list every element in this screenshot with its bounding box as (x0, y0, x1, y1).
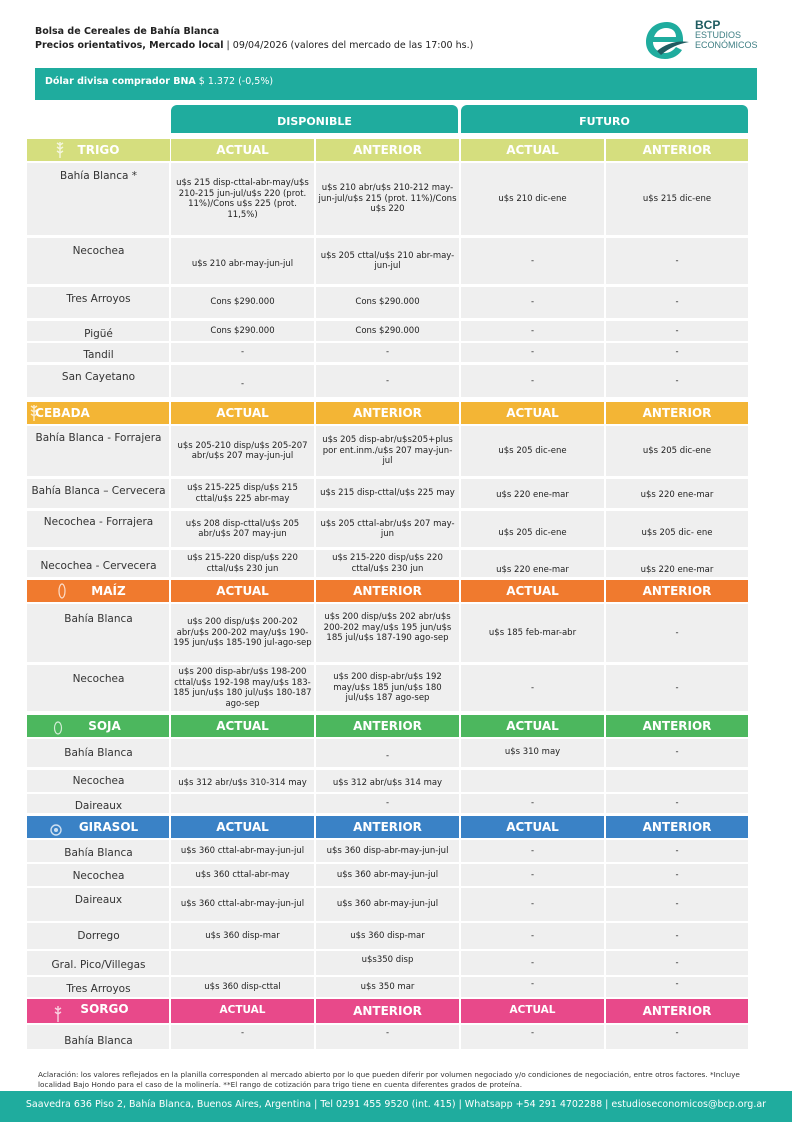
location-cell: San Cayetano (61, 371, 136, 383)
section-header-cebada (27, 402, 748, 424)
table-row (27, 864, 748, 886)
group-header-disponible: DISPONIBLE (171, 105, 458, 133)
location-cell: Necochea - Forrajera (43, 516, 154, 528)
table-row (27, 840, 748, 862)
logo-line-1: BCP (695, 18, 721, 32)
price-cell: - (675, 255, 679, 266)
location-cell: Bahía Blanca (64, 747, 133, 759)
price-cell: u$s 220 ene-mar (640, 490, 714, 501)
section-header-soja (27, 715, 748, 737)
price-cell: - (530, 347, 535, 358)
price-cell: - (530, 930, 535, 941)
section-title-maiz: MAÍZ (91, 584, 126, 598)
price-cell: u$s 210 abr-may-jun-jul (191, 258, 294, 269)
soybean-icon (53, 717, 63, 735)
price-cell: Cons $290.000 (210, 297, 275, 308)
price-cell: - (675, 627, 679, 638)
price-cell: u$s350 disp (361, 954, 414, 965)
table-row (27, 604, 748, 662)
location-cell: Tres Arroyos (66, 293, 131, 305)
price-cell (171, 739, 314, 767)
price-cell: - (675, 798, 679, 809)
price-cell: u$s 205 cttal/u$s 210 abr-may-jun-jul (320, 250, 455, 271)
table-row (27, 343, 748, 362)
price-cell: u$s 200 disp/u$s 202 abr/u$s 200-202 may/u$s 195 jun/u$s 185 jul/u$s 187-190 ago-sep (323, 612, 452, 644)
col-header-actual: ACTUAL (171, 999, 314, 1023)
bcp-logo (643, 18, 763, 62)
price-cell: - (385, 375, 390, 386)
footnote: Aclaración: los valores reflejados en la planilla corresponden al mercado abierto por lo que pueden diferir por volumen negociado y/o condiciones de negociación, entre otros factores. *Incluye localidad Bajo Hondo para el caso de la molinería. **El rango de cotización para trigo tiene en cuenta diferentes grados de proteína. (38, 1070, 740, 1089)
price-cell: - (675, 325, 679, 336)
table-row (27, 287, 748, 318)
price-cell: - (675, 845, 679, 856)
table-row (27, 365, 748, 397)
location-cell: Necochea - Cervecera (40, 560, 157, 572)
sunflower-icon (49, 818, 63, 836)
price-cell: u$s 205-210 disp/u$s 205-207 abr/u$s 207 may-jun-jul (177, 440, 308, 461)
section-title-soja: SOJA (88, 719, 121, 733)
report-subtitle (35, 40, 473, 51)
column-separator (169, 163, 171, 1049)
price-cell: u$s 360 disp-mar (205, 930, 280, 941)
location-cell: Necochea (72, 775, 125, 787)
price-cell: u$s 185 feb-mar-abr (488, 627, 577, 638)
sorghum-icon (53, 1005, 63, 1023)
location-cell: Bahía Blanca (64, 846, 133, 859)
col-header-futuro-actual: ACTUAL (461, 999, 604, 1023)
section-title-girasol: GIRASOL (78, 820, 139, 834)
table-row (27, 665, 748, 711)
section-title-trigo: TRIGO (77, 143, 120, 157)
col-header-futuro-anterior: ANTERIOR (606, 715, 748, 737)
price-cell: u$s 360 disp-abr-may-jun-jul (326, 845, 449, 856)
price-cell: u$s 200 disp-abr/u$s 198-200 cttal/u$s 192-198 may/u$s 183-185 jun/u$s 180 jul/u$s 180-187 ago-sep (173, 667, 312, 709)
price-cell: u$s 215-220 disp/u$s 220 cttal/u$s 230 jun (187, 553, 298, 574)
section-name-cebada (27, 402, 170, 424)
price-cell: u$s 215 disp-cttal-abr-may/u$s 210-215 jun-jul/u$s 220 (prot. 11%)/Cons u$s 225 (prot. 11,5%) (176, 178, 309, 220)
logo-line-2: ESTUDIOS (695, 30, 742, 40)
report-title: Precios orientativos, Mercado local (35, 40, 224, 51)
table-row (27, 550, 748, 577)
table-row (27, 923, 748, 949)
dollar-rate-value: $ 1.372 (-0,5%) (195, 76, 274, 87)
col-header-anterior: ANTERIOR (316, 715, 459, 737)
price-cell: u$s 360 disp-cttal (204, 981, 281, 992)
organization-name: Bolsa de Cereales de Bahía Blanca (35, 26, 220, 37)
location-cell: Necochea (72, 869, 125, 882)
price-cell: u$s 350 mar (360, 981, 415, 992)
price-cell: - (530, 957, 535, 968)
price-cell (171, 794, 314, 813)
location-cell: Bahía Blanca (64, 1035, 133, 1047)
table-row (27, 794, 748, 813)
price-cell: u$s 200 disp-abr/u$s 192 may/u$s 185 jun/u$s 180 jul/u$s 187 ago-sep (333, 672, 442, 704)
bcp-e-icon (643, 18, 691, 62)
price-cell: u$s 205 dic- ene (641, 527, 713, 538)
price-cell: - (530, 798, 535, 809)
price-cell (606, 770, 748, 792)
col-header-anterior: ANTERIOR (316, 816, 459, 838)
column-separator (459, 163, 461, 1049)
section-title-sorgo: SORGO (80, 1002, 129, 1016)
wheat-icon (55, 141, 65, 159)
section-name-soja (27, 715, 170, 737)
price-cell: u$s 220 ene-mar (640, 564, 714, 575)
price-cell: u$s 205 dic-ene (498, 445, 567, 456)
price-cell: u$s 210 dic-ene (498, 193, 567, 204)
price-cell: - (385, 347, 390, 358)
col-header-actual: ACTUAL (171, 139, 314, 161)
price-cell: Cons $290.000 (355, 297, 420, 308)
col-header-anterior: ANTERIOR (316, 580, 459, 602)
price-cell: - (385, 1028, 390, 1038)
table-row (27, 238, 748, 284)
location-cell: Tres Arroyos (66, 983, 131, 995)
price-cell: - (675, 978, 679, 989)
table-row (27, 888, 748, 921)
price-cell: - (675, 747, 679, 757)
price-cell (461, 770, 604, 792)
section-header-maiz (27, 580, 748, 602)
price-cell: u$s 215-220 disp/u$s 220 cttal/u$s 230 jun (332, 553, 443, 574)
price-cell: u$s 360 disp-mar (350, 930, 425, 941)
contact-footer: Saavedra 636 Piso 2, Bahía Blanca, Buenos Aires, Argentina | Tel 0291 455 9520 (int. 415) | Whatsapp +54 291 4702288 | estudioseconomicos@bcp.org.ar (0, 1091, 792, 1122)
price-cell: u$s 205 dic-ene (642, 445, 712, 456)
table-row (27, 511, 748, 547)
col-header-anterior: ANTERIOR (316, 999, 459, 1023)
price-cell: - (530, 899, 535, 910)
price-cell: - (530, 297, 535, 308)
price-cell: u$s 360 abr-may-jun-jul (336, 869, 439, 880)
section-title-cebada: CEBADA (35, 406, 90, 420)
price-cell: - (675, 930, 679, 941)
price-cell: u$s 310 may (504, 747, 561, 757)
price-cell: u$s 360 abr-may-jun-jul (336, 899, 439, 910)
price-cell: - (675, 297, 679, 308)
price-cell: u$s 215 dic-ene (642, 193, 712, 204)
table-row (27, 770, 748, 792)
price-cell: - (385, 750, 390, 761)
price-cell: Cons $290.000 (355, 325, 420, 336)
price-cell: - (530, 1028, 535, 1038)
price-cell: - (240, 1028, 245, 1038)
col-header-futuro-actual: ACTUAL (461, 715, 604, 737)
col-header-futuro-anterior: ANTERIOR (606, 402, 748, 424)
price-cell: u$s 215-225 disp/u$s 215 cttal/u$s 225 abr-may (187, 483, 298, 504)
price-cell: u$s 220 ene-mar (496, 564, 569, 575)
col-header-anterior: ANTERIOR (316, 139, 459, 161)
price-cell: - (240, 378, 245, 389)
price-cell: - (530, 255, 535, 266)
col-header-futuro-anterior: ANTERIOR (606, 816, 748, 838)
logo-line-3: ECONÓMICOS (695, 40, 758, 50)
price-cell: - (675, 869, 679, 880)
section-header-sorgo (27, 999, 748, 1023)
price-cell: - (675, 957, 679, 968)
price-cell: u$s 312 abr/u$s 314 may (332, 777, 443, 788)
price-cell: u$s 205 dic-ene (498, 527, 567, 538)
column-separator (314, 163, 316, 1049)
price-cell: - (530, 978, 535, 989)
price-cell: - (240, 347, 245, 358)
price-cell: - (530, 375, 535, 386)
group-header-futuro: FUTURO (461, 105, 748, 133)
price-cell: u$s 210 abr/u$s 210-212 may-jun-jul/u$s 215 (prot. 11%)/Cons u$s 220 (318, 183, 457, 215)
price-cell: - (385, 798, 390, 809)
location-cell: Necochea (72, 673, 125, 685)
price-cell: - (530, 845, 535, 856)
col-header-actual: ACTUAL (171, 715, 314, 737)
price-cell: u$s 360 cttal-abr-may (195, 869, 290, 880)
price-cell (171, 951, 314, 975)
section-name-girasol (27, 816, 170, 838)
price-cell: Cons $290.000 (210, 325, 275, 336)
price-cell: u$s 205 cttal-abr/u$s 207 may-jun (320, 518, 455, 539)
location-cell: Bahía Blanca * (60, 170, 137, 182)
col-header-futuro-actual: ACTUAL (461, 402, 604, 424)
col-header-futuro-anterior: ANTERIOR (606, 580, 748, 602)
col-header-futuro-anterior: ANTERIOR (606, 139, 748, 161)
price-cell: u$s 360 cttal-abr-may-jun-jul (180, 899, 305, 910)
location-cell: Bahía Blanca (64, 613, 133, 625)
location-cell: Tandil (83, 348, 114, 361)
col-header-actual: ACTUAL (171, 816, 314, 838)
col-header-futuro-actual: ACTUAL (461, 580, 604, 602)
price-cell: - (675, 899, 679, 910)
table-row (27, 321, 748, 341)
location-cell: Gral. Pico/Villegas (51, 958, 146, 971)
table-row (27, 479, 748, 508)
price-cell: - (530, 869, 535, 880)
price-cell: u$s 205 disp-abr/u$s205+plus por ent.inm./u$s 207 may-jun-jul (322, 435, 453, 467)
section-header-girasol (27, 816, 748, 838)
price-cell: u$s 220 ene-mar (496, 490, 569, 501)
price-cell: - (530, 682, 535, 693)
price-cell: - (675, 682, 679, 693)
col-header-futuro-actual: ACTUAL (461, 816, 604, 838)
price-cell: - (675, 347, 679, 358)
section-name-maiz (27, 580, 170, 602)
location-cell: Bahía Blanca – Cervecera (31, 485, 166, 497)
column-separator (604, 163, 606, 1049)
price-cell: u$s 200 disp/u$s 200-202 abr/u$s 200-202 may/u$s 190-195 jun/u$s 185-190 jul-ago-sep (173, 617, 312, 649)
table-row (27, 977, 748, 997)
col-header-futuro-anterior: ANTERIOR (606, 999, 748, 1023)
location-cell: Dorrego (77, 930, 120, 942)
table-row (27, 951, 748, 975)
table-row (27, 426, 748, 476)
corn-icon (57, 582, 67, 600)
location-cell: Daireaux (74, 799, 123, 812)
table-row (27, 1025, 748, 1049)
price-cell: u$s 208 disp-cttal/u$s 205 abr/u$s 207 may-jun (185, 518, 300, 539)
price-cell: - (530, 325, 535, 336)
location-cell: Necochea (72, 245, 125, 257)
dollar-rate-label: Dólar divisa comprador BNA (45, 76, 196, 87)
table-row (27, 739, 748, 767)
location-cell: Daireaux (74, 894, 123, 906)
location-cell: Pigüé (84, 327, 113, 340)
col-header-anterior: ANTERIOR (316, 402, 459, 424)
location-cell: Bahía Blanca - Forrajera (35, 432, 162, 444)
col-header-futuro-actual: ACTUAL (461, 139, 604, 161)
price-cell: - (675, 1028, 679, 1038)
section-name-trigo (27, 139, 170, 161)
report-date: | 09/04/2026 (valores del mercado de las 17:00 hs.) (223, 40, 474, 51)
section-name-sorgo (27, 999, 170, 1023)
price-cell: u$s 360 cttal-abr-may-jun-jul (180, 845, 305, 856)
table-row (27, 163, 748, 235)
dollar-rate-banner (35, 68, 757, 100)
col-header-actual: ACTUAL (171, 580, 314, 602)
price-cell: u$s 312 abr/u$s 310-314 may (178, 777, 307, 788)
col-header-actual: ACTUAL (171, 402, 314, 424)
price-cell: - (675, 375, 679, 386)
price-cell: u$s 215 disp-cttal/u$s 225 may (320, 488, 455, 499)
section-header-trigo (27, 139, 748, 161)
